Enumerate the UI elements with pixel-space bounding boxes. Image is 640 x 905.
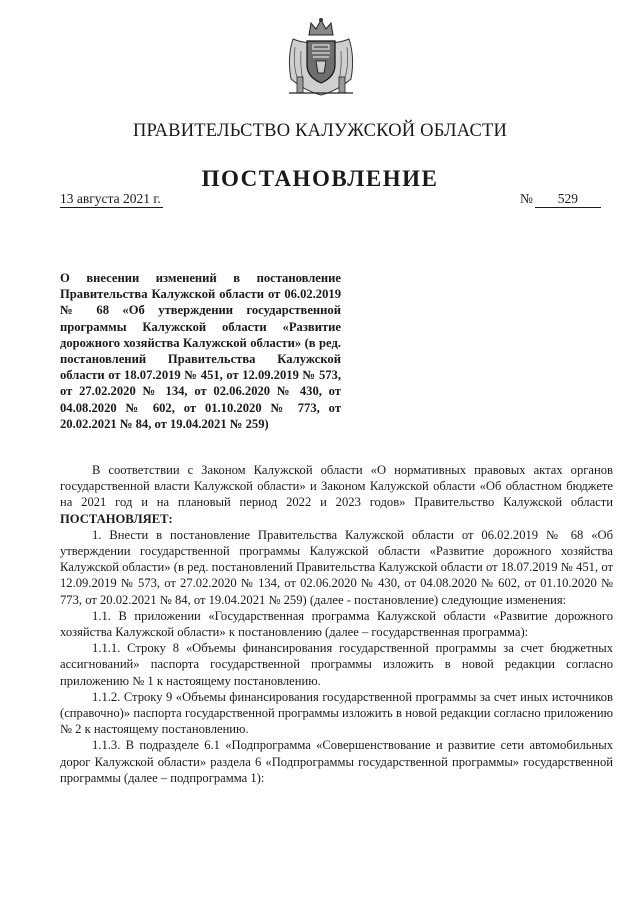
item-1-1-3: 1.1.3. В подразделе 6.1 «Подпрограмма «Совершенствование и развитие сети автомобильных дорог Калужской области» раздела 6 «Подпрограммы государственной программы» государственной программы (далее – подпрограмма 1): bbox=[60, 738, 613, 785]
preamble-paragraph bbox=[60, 462, 613, 527]
document-date: 13 августа 2021 г. bbox=[60, 191, 161, 206]
kaluga-coat-of-arms-icon bbox=[283, 17, 359, 97]
document-body bbox=[60, 462, 613, 786]
document-title: О внесении изменений в постановление Правительства Калужской области от 06.02.2019 № 68 «Об утверждении государственной программы Калужской области «Развитие дорожного хозяйства Калужской области» (в ред. постановлений Правительства Калужской области от 18.07.2019 № 451, от 12.09.2019 № 573, от 27.02.2020 № 134, от 02.06.2020 № 430, от 04.08.2020 № 602, от 01.10.2020 № 773, от 20.02.2021 № 84, от 19.04.2021 № 259) bbox=[60, 271, 341, 431]
document-number bbox=[520, 191, 601, 208]
preamble-text: В соответствии с Законом Калужской области «О нормативных правовых актах органов государственной власти Калужской области» и Законом Калужской области «Об областном бюджете на 2021 год и на плановый период 2022 и 2023 годов» Правительство Калужской области bbox=[60, 463, 613, 510]
number-label: № bbox=[520, 191, 533, 206]
item-1-1-2: 1.1.2. Строку 9 «Объемы финансирования государственной программы за счет иных источников (справочно)» паспорта государственной программы изложить в новой редакции согласно приложению № 2 к настоящему постановлению. bbox=[60, 689, 613, 737]
item-1-1-1: 1.1.1. Строку 8 «Объемы финансирования государственной программы за счет бюджетных ассигнований» паспорта государственной программы изложить в новой редакции согласно приложению № 1 к настоящему постановлению. bbox=[60, 641, 613, 688]
preamble-action: ПОСТАНОВЛЯЕТ: bbox=[60, 511, 173, 526]
organization-name: ПРАВИТЕЛЬСТВО КАЛУЖСКОЙ ОБЛАСТИ bbox=[132, 121, 508, 141]
number-value: 529 bbox=[535, 191, 601, 208]
item-1-1: 1.1. В приложении «Государственная программа Калужской области «Развитие дорожного хозяйства Калужской области» к постановлению (далее – государственная программа): bbox=[60, 608, 613, 640]
document-type: ПОСТАНОВЛЕНИЕ bbox=[201, 166, 439, 191]
item-1: 1. Внести в постановление Правительства Калужской области от 06.02.2019 № 68 «Об утверждении государственной программы Калужской области «Развитие дорожного хозяйства Калужской области» (в ред. постановлений Правительства Калужской области от 18.07.2019 № 451, от 12.09.2019 № 573, от 27.02.2020 № 134, от 02.06.2020 № 430, от 04.08.2020 № 602, от 01.10.2020 № 773, от 20.02.2021 № 84, от 19.04.2021 № 259) (далее - постановление) следующие изменения: bbox=[60, 527, 613, 607]
